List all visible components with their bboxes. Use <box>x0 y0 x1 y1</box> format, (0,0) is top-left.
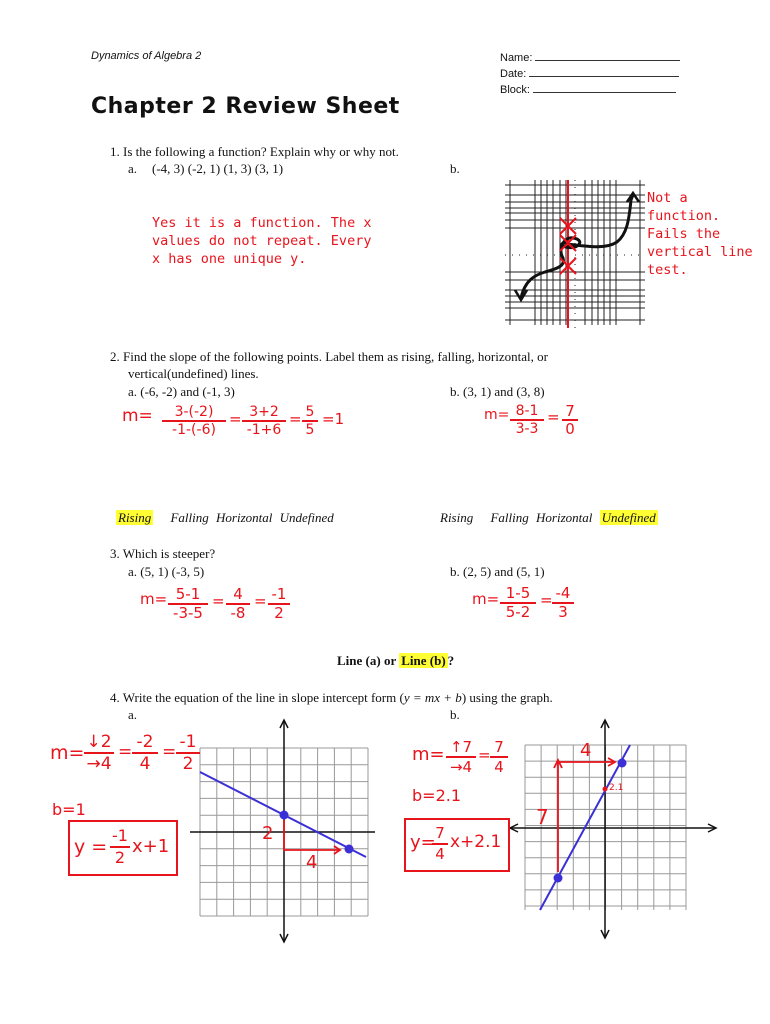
q2-b-work <box>484 403 594 443</box>
q4-a-slope-work <box>50 732 210 782</box>
equals: = <box>118 742 133 762</box>
denominator: -3-5 <box>173 604 203 622</box>
answer-post: x+1 <box>132 836 170 857</box>
point-first <box>554 874 563 883</box>
denominator: →4 <box>449 758 473 776</box>
slope-m: m= <box>122 406 153 426</box>
equals: = <box>212 592 225 610</box>
slope-m: m= <box>140 590 168 608</box>
numerator: -4 <box>552 585 574 604</box>
course-name: Dynamics of Algebra 2 <box>91 50 202 62</box>
denominator: 5 <box>305 422 315 438</box>
student-info <box>500 50 680 98</box>
q4-prompt-start: 4. Write the equation of the line in slope intercept form ( <box>110 690 404 705</box>
vertical-line-test-graph <box>505 180 645 330</box>
numerator: 7 <box>562 403 578 421</box>
result: =1 <box>322 410 345 428</box>
choice-undefined[interactable]: Undefined <box>601 510 656 525</box>
equals: = <box>254 592 267 610</box>
equals: = <box>478 746 491 764</box>
answer-pre: y = <box>74 836 108 858</box>
slope-m: m= <box>412 744 445 765</box>
denominator: -1-(-6) <box>172 422 216 438</box>
q3-answer <box>337 653 454 669</box>
q1-b-label: b. <box>450 161 460 176</box>
fraction <box>446 738 476 776</box>
numerator: 5 <box>302 404 318 422</box>
fraction <box>268 586 290 622</box>
denominator: 3-3 <box>515 421 539 437</box>
fraction <box>552 585 574 621</box>
answer-suffix: ? <box>447 653 455 668</box>
denominator: 5-2 <box>505 603 531 621</box>
q4-formula: y = mx + b <box>403 690 462 705</box>
q4-b-run: 4 <box>580 740 592 761</box>
q4-prompt-end: ) using the graph. <box>461 690 553 705</box>
numerator: 4 <box>226 586 250 605</box>
q4-prompt <box>110 690 553 706</box>
q4-a-intercept: b=1 <box>52 800 86 819</box>
choice-falling[interactable]: Falling <box>490 510 529 525</box>
point-second <box>345 845 354 854</box>
q2-prompt-1: 2. Find the slope of the following points. Label them as rising, falling, horizontal, or <box>110 349 548 364</box>
block-field[interactable] <box>533 82 676 93</box>
fraction <box>226 586 250 622</box>
q1-b-answer: Not a function. Fails the vertical line test. <box>647 190 753 278</box>
q1-a-answer: Yes it is a function. The x values do not repeat. Every x has one unique y. <box>152 215 372 267</box>
fraction <box>500 585 536 621</box>
point-second <box>618 759 627 768</box>
denominator: 2 <box>182 754 194 774</box>
fraction <box>490 738 508 776</box>
fraction <box>84 732 114 774</box>
q4-b-graph <box>510 720 720 940</box>
q3-a-work <box>140 586 310 626</box>
q4-b-intercept-label: 2.1 <box>609 783 624 793</box>
numerator: -1 <box>268 586 290 605</box>
q4-b-label: b. <box>450 707 460 722</box>
answer-prefix: Line (a) or <box>337 653 400 668</box>
numerator: 3-(-2) <box>162 404 226 422</box>
page-title: Chapter 2 Review Sheet <box>91 94 400 119</box>
choice-horizontal[interactable]: Horizontal <box>216 510 273 525</box>
q3-b-label: b. (2, 5) and (5, 1) <box>450 564 545 579</box>
rise-run-arrow <box>284 820 340 850</box>
numerator: -1 <box>176 732 200 754</box>
choice-falling[interactable]: Falling <box>170 510 209 525</box>
date-label: Date: <box>500 68 527 80</box>
numerator: 1-5 <box>500 585 536 604</box>
q4-a-answer-box <box>68 820 178 876</box>
q2-a-work <box>122 404 362 444</box>
numerator: ↓2 <box>84 732 114 754</box>
fraction <box>176 732 200 774</box>
q2-prompt-2: vertical(undefined) lines. <box>128 366 259 381</box>
answer-pre: y= <box>410 832 436 853</box>
equals: = <box>547 408 560 426</box>
fraction <box>510 403 544 437</box>
q3-prompt: 3. Which is steeper? <box>110 546 216 561</box>
denominator: 2 <box>114 848 126 867</box>
numerator: -2 <box>132 732 158 754</box>
answer-post: x+2.1 <box>450 832 502 852</box>
name-field[interactable] <box>535 50 680 61</box>
q1-a-label: a. <box>128 161 138 176</box>
numerator: 8-1 <box>510 403 544 421</box>
numerator: 5-1 <box>168 586 208 605</box>
slope-m: m= <box>50 742 85 764</box>
q1-prompt: 1. Is the following a function? Explain why or why not. <box>110 144 399 159</box>
denominator: 4 <box>139 754 151 774</box>
fraction <box>132 732 158 774</box>
q4-b-slope-work <box>412 738 512 784</box>
denominator: -1+6 <box>246 422 282 438</box>
slope-m: m= <box>472 590 500 608</box>
fraction <box>562 403 578 437</box>
choice-horizontal[interactable]: Horizontal <box>536 510 593 525</box>
name-label: Name: <box>500 52 533 64</box>
numerator: 7 <box>432 824 448 845</box>
equals: = <box>540 591 553 609</box>
choice-rising[interactable]: Rising <box>118 510 152 525</box>
q2-b-choices <box>440 510 658 526</box>
q3-b-work <box>472 585 592 625</box>
denominator: 2 <box>274 604 284 622</box>
equals: = <box>289 410 302 428</box>
denominator: 0 <box>565 420 575 438</box>
numerator: -1 <box>110 826 130 848</box>
q2-b-label: b. (3, 1) and (3, 8) <box>450 384 545 399</box>
choice-rising[interactable]: Rising <box>440 510 474 525</box>
q4-b-rise: 7 <box>536 805 549 829</box>
q4-a-label: a. <box>128 707 138 722</box>
equals: = <box>229 410 242 428</box>
q4-a-graph <box>190 720 380 945</box>
fraction <box>168 586 208 622</box>
q4-b-intercept: b=2.1 <box>412 786 462 805</box>
equals: = <box>162 742 177 762</box>
q4-b-answer-box <box>404 818 510 872</box>
block-label: Block: <box>500 84 530 96</box>
denominator: 4 <box>435 845 445 863</box>
q2-a-label: a. (-6, -2) and (-1, 3) <box>128 384 235 399</box>
q4-a-run: 4 <box>306 852 318 873</box>
fraction <box>162 404 226 438</box>
answer-selected[interactable]: Line (b) <box>401 653 446 668</box>
numerator: ↑7 <box>446 738 476 758</box>
y-intercept-dot <box>603 787 608 792</box>
numerator: 7 <box>490 738 508 758</box>
fraction <box>110 826 130 868</box>
date-field[interactable] <box>529 66 679 77</box>
denominator: -8 <box>230 604 246 622</box>
numerator: 3+2 <box>242 404 286 422</box>
fraction <box>242 404 286 438</box>
q3-a-label: a. (5, 1) (-3, 5) <box>128 564 205 579</box>
q2-a-choices <box>116 510 334 526</box>
denominator: 3 <box>558 603 568 621</box>
fraction <box>432 824 448 864</box>
slope-m: m= <box>484 407 510 423</box>
fraction <box>302 404 318 438</box>
point-y-intercept <box>280 811 289 820</box>
q1-a-points: (-4, 3) (-2, 1) (1, 3) (3, 1) <box>152 161 284 176</box>
denominator: →4 <box>86 754 112 774</box>
q4-a-rise: 2 <box>262 823 274 844</box>
denominator: 4 <box>494 758 504 776</box>
choice-undefined[interactable]: Undefined <box>279 510 334 525</box>
